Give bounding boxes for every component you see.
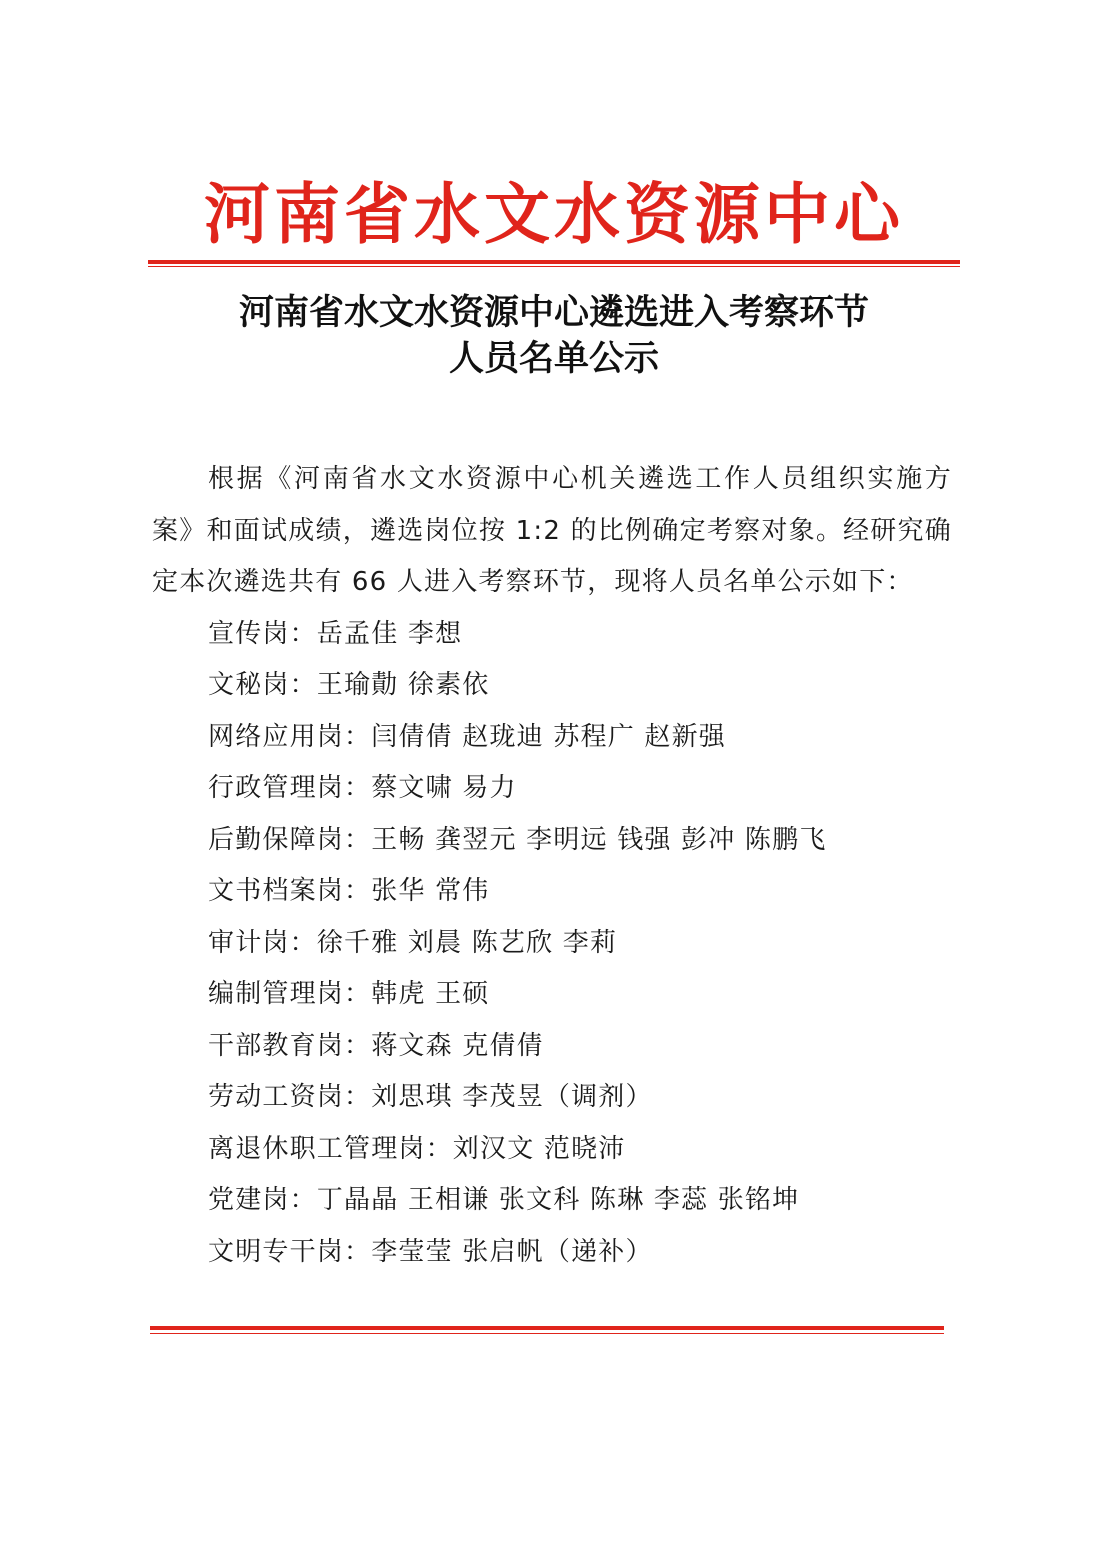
position-item: 劳动工资岗：刘思琪 李茂昱（调剂）	[208, 1082, 653, 1112]
position-item: 文明专干岗：李莹莹 张启帆（递补）	[208, 1236, 653, 1267]
position-item: 后勤保障岗：王畅 龚翌元 李明远 钱强 彭冲 陈鹏飞	[208, 824, 827, 855]
header-red-rule-thin	[148, 266, 960, 267]
title-line-2: 人员名单公示	[448, 338, 659, 379]
header-red-rule	[148, 260, 960, 264]
org-header: 河南省水文水资源中心	[204, 175, 904, 253]
position-list	[152, 609, 952, 1279]
title-line-1: 河南省水文水资源中心遴选进入考察环节	[238, 292, 869, 333]
position-item: 文秘岗：王瑜勣 徐素依	[208, 670, 490, 700]
position-item: 宣传岗：岳孟佳 李想	[208, 618, 463, 649]
footer-red-rule	[150, 1326, 944, 1330]
position-item: 网络应用岗：闫倩倩 赵珑迪 苏程广 赵新强	[208, 721, 726, 752]
position-item: 行政管理岗：蔡文啸 易力	[208, 773, 517, 803]
position-item: 党建岗：丁晶晶 王相谦 张文科 陈琳 李蕊 张铭坤	[208, 1185, 800, 1215]
position-item: 离退休职工管理岗：刘汉文 范晓沛	[208, 1133, 626, 1164]
intro-paragraph: 根据《河南省水文水资源中心机关遴选工作人员组织实施方案》和面试成绩，遴选岗位按 1:2 的比例确定考察对象。经研究确定本次遴选共有 66 人进入考察环节，现将人员名单公示如下：	[152, 464, 952, 597]
footer-red-rule-thin	[150, 1333, 944, 1334]
position-item: 文书档案岗：张华 常伟	[208, 876, 490, 906]
position-item: 审计岗：徐千雅 刘晨 陈艺欣 李莉	[208, 927, 618, 958]
position-item: 编制管理岗：韩虎 王硕	[208, 979, 490, 1009]
document-body	[152, 454, 952, 1278]
position-item: 干部教育岗：蒋文森 克倩倩	[208, 1030, 544, 1061]
document-title	[148, 290, 960, 382]
